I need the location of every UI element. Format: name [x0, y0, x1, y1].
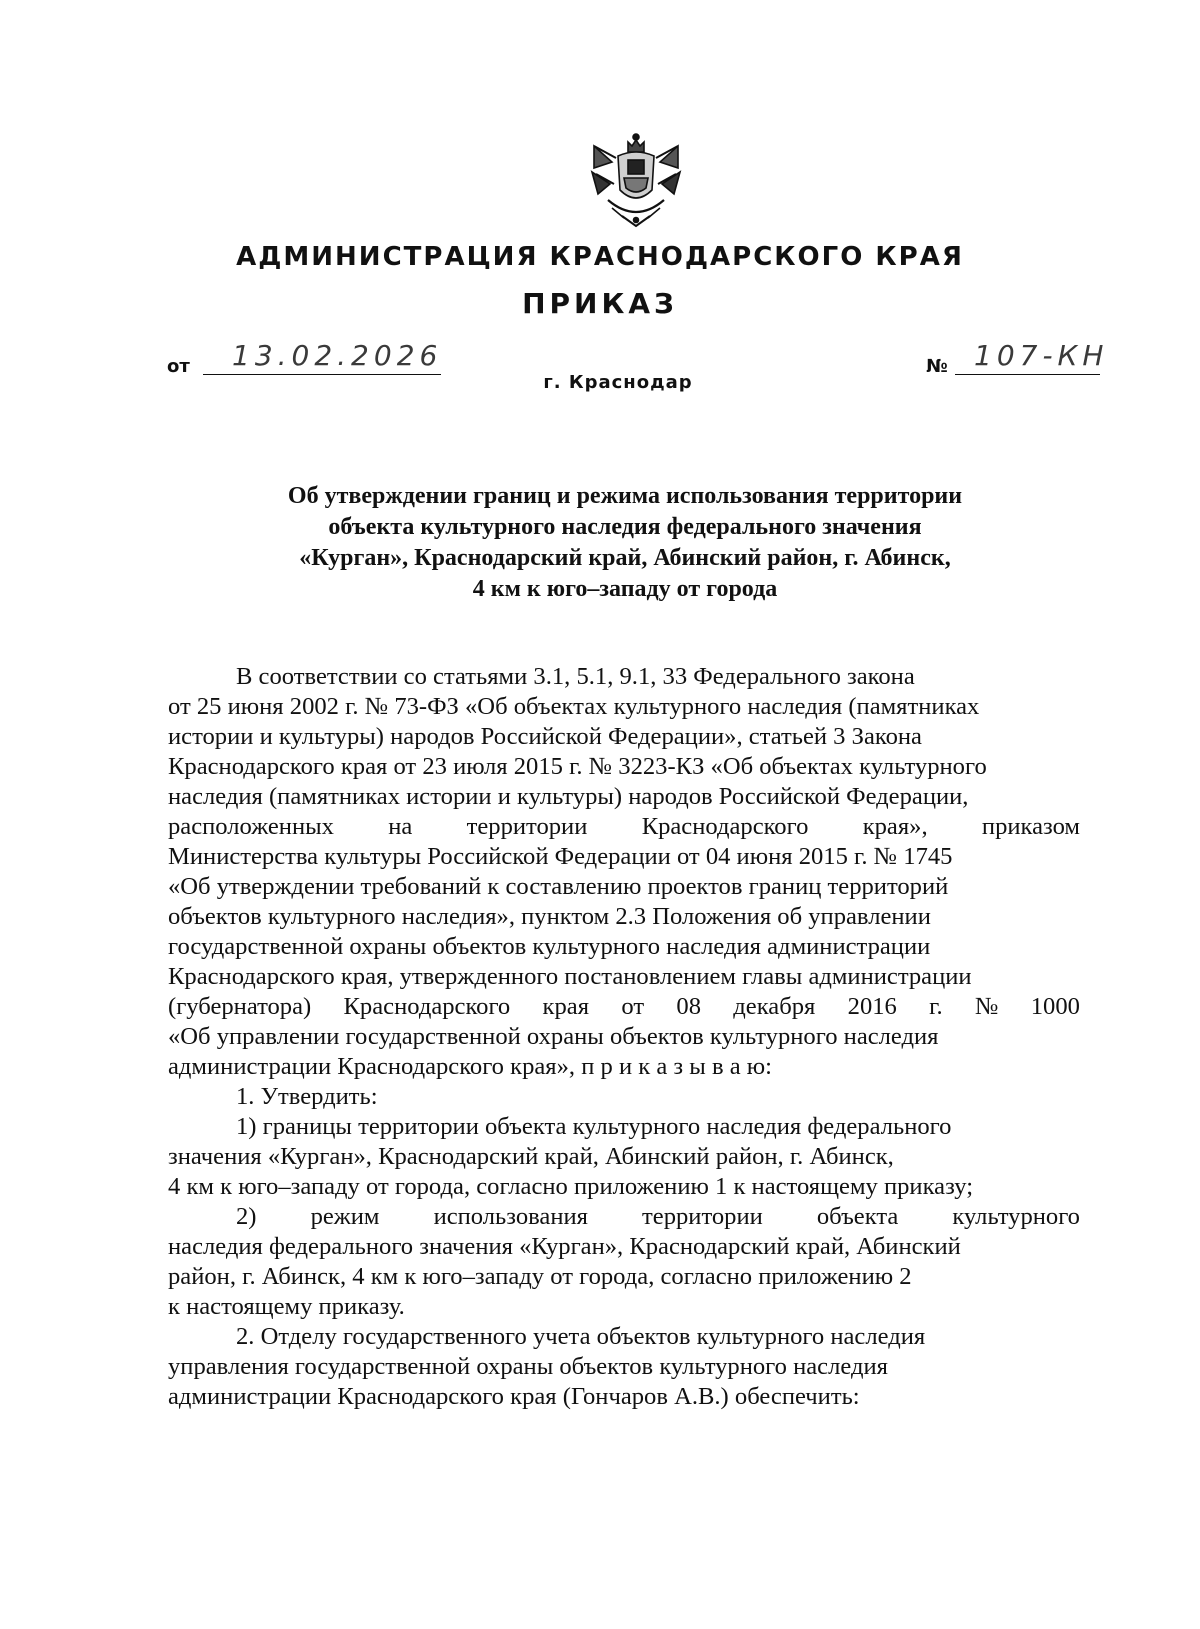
body-line: Краснодарского края, утвержденного постановлением главы администрации	[168, 963, 972, 990]
body-word: Краснодарского	[343, 993, 511, 1020]
body-line: истории и культуры) народов Российской Федерации», статьей 3 Закона	[168, 723, 922, 750]
body-word: территории	[466, 813, 588, 840]
body-line-justified	[168, 812, 1080, 842]
document-title	[160, 481, 1090, 605]
handwritten-date: 13.02.2026	[232, 339, 443, 372]
number-label: №	[926, 356, 948, 377]
document-body	[168, 662, 1080, 1412]
body-line-justified	[168, 992, 1080, 1022]
body-word: края	[542, 993, 590, 1020]
body-word: использования	[433, 1203, 588, 1230]
body-line: объектов культурного наследия», пунктом 2.3 Положения об управлении	[168, 903, 931, 930]
organization-name: АДМИНИСТРАЦИЯ КРАСНОДАРСКОГО КРАЯ	[236, 242, 964, 272]
body-line: «Об управлении государственной охраны объектов культурного наследия	[168, 1023, 939, 1050]
document-type: ПРИКАЗ	[522, 287, 678, 320]
body-line: «Об утверждении требований к составлению проектов границ территорий	[168, 873, 949, 900]
body-word: территории	[642, 1203, 763, 1230]
body-line: наследия (памятниках истории и культуры) народов Российской Федерации,	[168, 783, 969, 810]
body-word: Краснодарского	[641, 813, 809, 840]
body-line: 4 км к юго–западу от города, согласно приложению 1 к настоящему приказу;	[168, 1173, 974, 1200]
title-line: Об утверждении границ и режима использования территории	[287, 483, 963, 509]
body-line: администрации Краснодарского края (Гончаров А.В.) обеспечить:	[168, 1383, 860, 1410]
body-word: культурного	[952, 1203, 1080, 1230]
body-word: приказом	[981, 813, 1080, 840]
title-line: 4 км к юго–западу от города	[472, 576, 778, 602]
body-word: расположенных	[168, 813, 334, 840]
body-line: 1. Утвердить:	[236, 1083, 378, 1110]
body-line: от 25 июня 2002 г. № 73-ФЗ «Об объектах культурного наследия (памятниках	[168, 693, 980, 720]
body-line: 2. Отделу государственного учета объектов культурного наследия	[236, 1323, 926, 1350]
city-name: г. Краснодар	[543, 372, 693, 393]
body-word: 2)	[236, 1203, 257, 1230]
body-line: 1) границы территории объекта культурного наследия федерального	[236, 1113, 952, 1140]
body-word: от	[621, 993, 645, 1020]
body-word: 1000	[1030, 993, 1080, 1020]
title-line: «Курган», Краснодарский край, Абинский район, г. Абинск,	[299, 545, 951, 571]
body-line: Министерства культуры Российской Федерации от 04 июня 2015 г. № 1745	[168, 843, 953, 870]
body-word: края»,	[862, 813, 928, 840]
body-line: значения «Курган», Краснодарский край, Абинский район, г. Абинск,	[168, 1143, 894, 1170]
body-line: управления государственной охраны объектов культурного наследия	[168, 1353, 888, 1380]
body-line: наследия федерального значения «Курган», Краснодарский край, Абинский	[168, 1233, 961, 1260]
body-word: декабря	[733, 993, 816, 1020]
title-line: объекта культурного наследия федерального значения	[328, 514, 922, 540]
body-word: г.	[929, 993, 943, 1020]
date-label: от	[167, 356, 190, 377]
body-word: режим	[310, 1203, 380, 1230]
body-line: к настоящему приказу.	[168, 1293, 405, 1320]
body-line: В соответствии со статьями 3.1, 5.1, 9.1, 33 Федерального закона	[236, 663, 915, 690]
body-line: администрации Краснодарского края», п р и к а з ы в а ю:	[168, 1053, 772, 1080]
body-line: государственной охраны объектов культурного наследия администрации	[168, 933, 931, 960]
handwritten-number: 107-КН	[974, 339, 1109, 372]
body-word: (губернатора)	[168, 993, 312, 1020]
body-line: район, г. Абинск, 4 км к юго–западу от города, согласно приложению 2	[168, 1263, 912, 1290]
body-word: №	[974, 993, 999, 1020]
body-line: Краснодарского края от 23 июля 2015 г. № 3223-КЗ «Об объектах культурного	[168, 753, 987, 780]
body-word: на	[388, 813, 413, 840]
coat-of-arms-icon	[588, 128, 684, 230]
body-word: объекта	[816, 1203, 899, 1230]
body-word: 2016	[847, 993, 897, 1020]
body-line-justified	[168, 1202, 1080, 1232]
body-word: 08	[676, 993, 701, 1020]
